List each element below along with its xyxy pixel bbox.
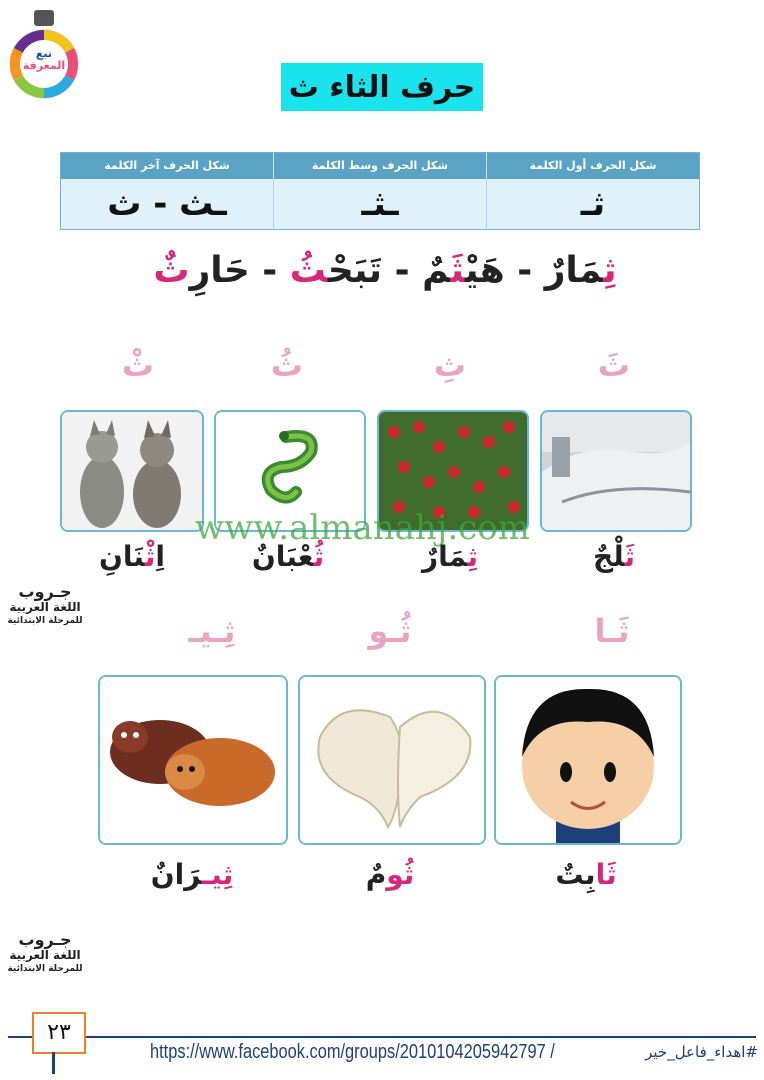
- label-rest: مَارٌ: [422, 540, 468, 573]
- letter-fatha: ثَ: [597, 346, 631, 384]
- footer-tag: #اهداء_فاعل_خير: [645, 1043, 758, 1061]
- label-thuban: [218, 540, 358, 573]
- word3-letter: ثُ: [289, 250, 328, 291]
- header-last-form: شكل الحرف آخر الكلمة: [104, 159, 230, 172]
- separator: -: [249, 250, 290, 291]
- label-thum: [320, 858, 460, 891]
- header-first-form: شكل الحرف أول الكلمة: [486, 153, 699, 179]
- letter-tha-alif: ثَـا: [594, 612, 630, 650]
- footer-divider: [8, 1036, 756, 1038]
- bulls-icon: [98, 675, 288, 845]
- letter-tha-ya: ثِـيـ: [188, 612, 236, 650]
- label-letter: ثَ: [624, 540, 636, 573]
- table-body-row: [61, 179, 699, 229]
- header-middle-form: شكل الحرف وسط الكلمة: [273, 153, 486, 179]
- brand-line2: اللغة العربية: [9, 948, 81, 962]
- label-thiran: [122, 858, 262, 891]
- label-ithnan: [62, 540, 202, 573]
- label-thimar: [380, 540, 520, 573]
- word1-rest: مَارٌ: [544, 250, 604, 291]
- brand-line1: جـروب: [18, 582, 72, 601]
- brand-line2: اللغة العربية: [9, 600, 81, 614]
- cell-last-form: ـث - ث: [107, 184, 227, 224]
- label-rest: رَانٌ: [150, 858, 202, 891]
- word4-letter: ثٌ: [153, 250, 190, 291]
- watermark: www.almanahj.com: [195, 508, 530, 548]
- brand-line3: للمرحلة الابتدائية: [7, 616, 83, 626]
- word3-start: تَبَحْ: [327, 250, 383, 291]
- logo-line2: المعرفة: [22, 59, 66, 72]
- garlic-icon: [298, 675, 486, 845]
- letter-kasra: ثِ: [433, 346, 467, 384]
- logo-line1: نبع: [35, 47, 53, 60]
- label-letter: ثِيـ: [201, 858, 234, 891]
- letter-forms-table: [60, 152, 700, 230]
- label-letter: ثَا: [595, 858, 617, 891]
- letter-damma: ثُ: [270, 346, 304, 384]
- boy-face-icon: [494, 675, 682, 845]
- letter-sukun: ثْ: [121, 346, 155, 384]
- example-words-line: [150, 250, 620, 291]
- cats-photo-icon: [60, 410, 204, 532]
- word2-letter: ثَ: [450, 250, 466, 291]
- logo-text: [16, 48, 72, 72]
- label-rest: بِتٌ: [555, 858, 596, 891]
- label-rest: مٌ: [365, 858, 387, 891]
- separator: -: [504, 250, 545, 291]
- label-letter: ثُو: [386, 858, 415, 891]
- label-rest: لْجٌ: [592, 540, 625, 573]
- label-thalj: [544, 540, 684, 573]
- label-pre: اِ: [155, 540, 165, 573]
- side-brand: [6, 584, 84, 627]
- page-number: ٢٣: [32, 1012, 86, 1054]
- brand-line3: للمرحلة الابتدائية: [7, 964, 83, 974]
- label-thabit: [516, 858, 656, 891]
- label-rest: عْبَانٌ: [251, 540, 314, 573]
- separator: -: [382, 250, 423, 291]
- side-brand: [6, 932, 84, 975]
- footer-link[interactable]: https://www.facebook.com/groups/2010104205942797 /: [150, 1041, 555, 1063]
- table-header-row: [61, 153, 699, 179]
- page-number-stem: [52, 1052, 55, 1074]
- label-letter: ثُ: [313, 540, 325, 573]
- word4-start: حَارِ: [189, 250, 250, 291]
- cell-first-form: ثـ: [486, 179, 699, 229]
- page-title: حرف الثاء ث: [281, 63, 483, 111]
- label-letter: ثْ: [144, 540, 156, 573]
- label-letter: ثِ: [467, 540, 478, 573]
- word2-start: هَيْ: [465, 250, 505, 291]
- word2-end: مٌ: [422, 250, 451, 291]
- word1-letter: ثِ: [603, 250, 617, 291]
- brand-line1: جـروب: [18, 930, 72, 949]
- cell-middle-form: ـثـ: [273, 179, 486, 229]
- letter-tha-waw: ثُـو: [368, 612, 412, 650]
- label-rest: نَانِ: [99, 540, 145, 573]
- snow-photo-icon: [540, 410, 692, 532]
